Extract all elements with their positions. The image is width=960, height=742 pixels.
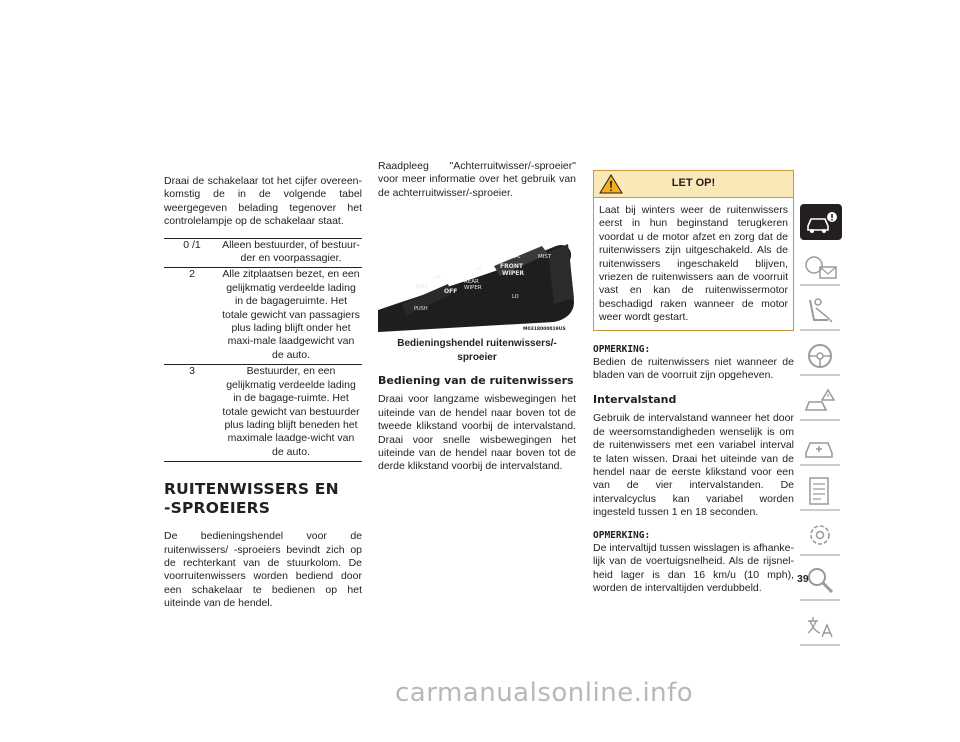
table-cell-description: Alle zitplaatsen bezet, en een gelijkmatig verdeelde lading in de bagageruimte. Het totale gewicht van passagiers plus lading blijft onder het maxi-male laadgewicht van de auto. bbox=[222, 268, 360, 361]
section-title-line-1: RUITENWISSERS EN bbox=[164, 480, 339, 499]
page-number: 39 bbox=[797, 573, 809, 585]
chapter-tabs bbox=[800, 202, 842, 652]
wiper-lever-image bbox=[378, 218, 576, 333]
settings-icon[interactable] bbox=[800, 517, 842, 557]
mail-cluster-icon[interactable] bbox=[800, 247, 842, 287]
subsection-heading: Bediening van de ruitenwissers bbox=[378, 374, 574, 388]
subsection-heading: Intervalstand bbox=[593, 392, 677, 406]
language-icon[interactable] bbox=[800, 607, 842, 647]
table-row bbox=[164, 268, 362, 365]
table-cell-description: Bestuurder, en een gelijkmatig verdeelde lading in de bagage-ruimte. Het totale gewicht van bestuurder plus lading blijft beneden het maximale laadge-wicht van de auto. bbox=[222, 365, 360, 458]
table-cell-position: 3 bbox=[189, 365, 195, 378]
seat-safety-icon[interactable] bbox=[800, 292, 842, 332]
section-title-line-2: -SPROEIERS bbox=[164, 499, 271, 518]
load-table bbox=[164, 238, 362, 463]
table-cell-description: Alleen bestuurder, of bestuur-der en voorpassagier. bbox=[222, 238, 360, 265]
note-label: OPMERKING: bbox=[593, 529, 651, 541]
intro-paragraph: Draai de schakelaar tot het cijfer overeen-komstig de in de volgende tabel weergegeven belading tegenover het controlelampje op de schakelaar staat. bbox=[164, 175, 362, 228]
car-crash-icon[interactable] bbox=[800, 382, 842, 422]
note-text: De intervaltijd tussen wisslagen is afhanke-lijk van de voertuigsnelheid. Als de rijsnel-heid lager is dan 16 km/u (10 mph), worden de intervaltijden verdubbeld. bbox=[593, 541, 794, 595]
intro-paragraph: Raadpleeg "Achterruitwisser/-sproeier" voor meer informatie over het gebruik van de achterruitwisser/-sproeier. bbox=[378, 160, 576, 199]
column-middle bbox=[378, 160, 576, 483]
note-text: Bedien de ruitenwissers niet wanneer de bladen van de voorruit zijn opgeheven. bbox=[593, 356, 794, 382]
note-label: OPMERKING: bbox=[593, 343, 651, 355]
warning-header bbox=[594, 171, 793, 198]
body-paragraph: Gebruik de intervalstand wanneer het door de weersomstandigheden wenselijk is om de ruitenwissers met een variabel interval te laten wissen. Draai het uiteinde van de hendel naar de eerste klikstand voor een van de vier intervalstanden. De intervalcyclus kan variabel worden ingesteld tussen 1 en 18 seconden. bbox=[593, 412, 794, 519]
label-lo: LO bbox=[512, 294, 519, 301]
figure-code: M0318000019US bbox=[523, 327, 566, 333]
body-paragraph: Draai voor langzame wisbewegingen het uiteinde van de hendel naar boven tot de tweede klikstand voorbij de intervalstand. Draai voor snelle wisbewegingen het uiteinde van de hendel naar boven tot de derde klikstand voorbij de intervalstand. bbox=[378, 393, 576, 473]
warning-body: Laat bij winters weer de ruitenwissers eerst in hun beginstand terugkeren voordat u de motor afzet en zorg dat de ruitenwissers zijn uitgeschakeld. Als de ruitenwissers ingeschakeld blijven, vriezen de ruitenwissers aan de voorruit vast en kan de ruitenwissermotor beschadigd raken wanneer de motor weer wordt gestart. bbox=[599, 204, 788, 324]
label-rear-1: REAR bbox=[464, 279, 479, 286]
table-cell-position: 2 bbox=[189, 268, 195, 281]
label-front-1: FRONT bbox=[500, 263, 523, 271]
column-left bbox=[164, 175, 362, 620]
car-info-icon[interactable] bbox=[800, 202, 842, 242]
warning-box bbox=[593, 170, 794, 331]
magnifier-icon[interactable] bbox=[800, 562, 842, 602]
wiper-lever-figure bbox=[378, 218, 576, 333]
note-2 bbox=[593, 529, 794, 596]
watermark: carmanualsonline.info bbox=[395, 678, 694, 708]
label-rear-2: WIPER bbox=[464, 285, 482, 292]
warning-title: LET OP! bbox=[671, 177, 716, 189]
section-paragraph: De bedieningshendel voor de ruitenwissers/ -sproeiers bevindt zich op de rechterkant van de stuurkolom. De voorruitenwissers worden bediend door een schakelaar te bedienen op het uiteinde van de hendel. bbox=[164, 530, 362, 610]
table-row bbox=[164, 365, 362, 462]
label-off: OFF bbox=[444, 288, 458, 296]
section-title bbox=[164, 480, 362, 518]
table-cell-position: 0 /1 bbox=[183, 238, 201, 251]
column-right bbox=[593, 170, 794, 605]
table-row bbox=[164, 238, 362, 268]
label-pull: PULL bbox=[416, 284, 429, 291]
label-mist: MIST bbox=[538, 254, 552, 261]
note-1 bbox=[593, 343, 794, 383]
car-service-icon[interactable] bbox=[800, 427, 842, 467]
spec-list-icon[interactable] bbox=[800, 472, 842, 512]
label-push: PUSH bbox=[414, 306, 428, 313]
figure-caption: Bedieningshendel ruitenwissers/-sproeier bbox=[397, 338, 557, 363]
steering-wheel-icon[interactable] bbox=[800, 337, 842, 377]
label-front-2: WIPER bbox=[502, 270, 524, 278]
